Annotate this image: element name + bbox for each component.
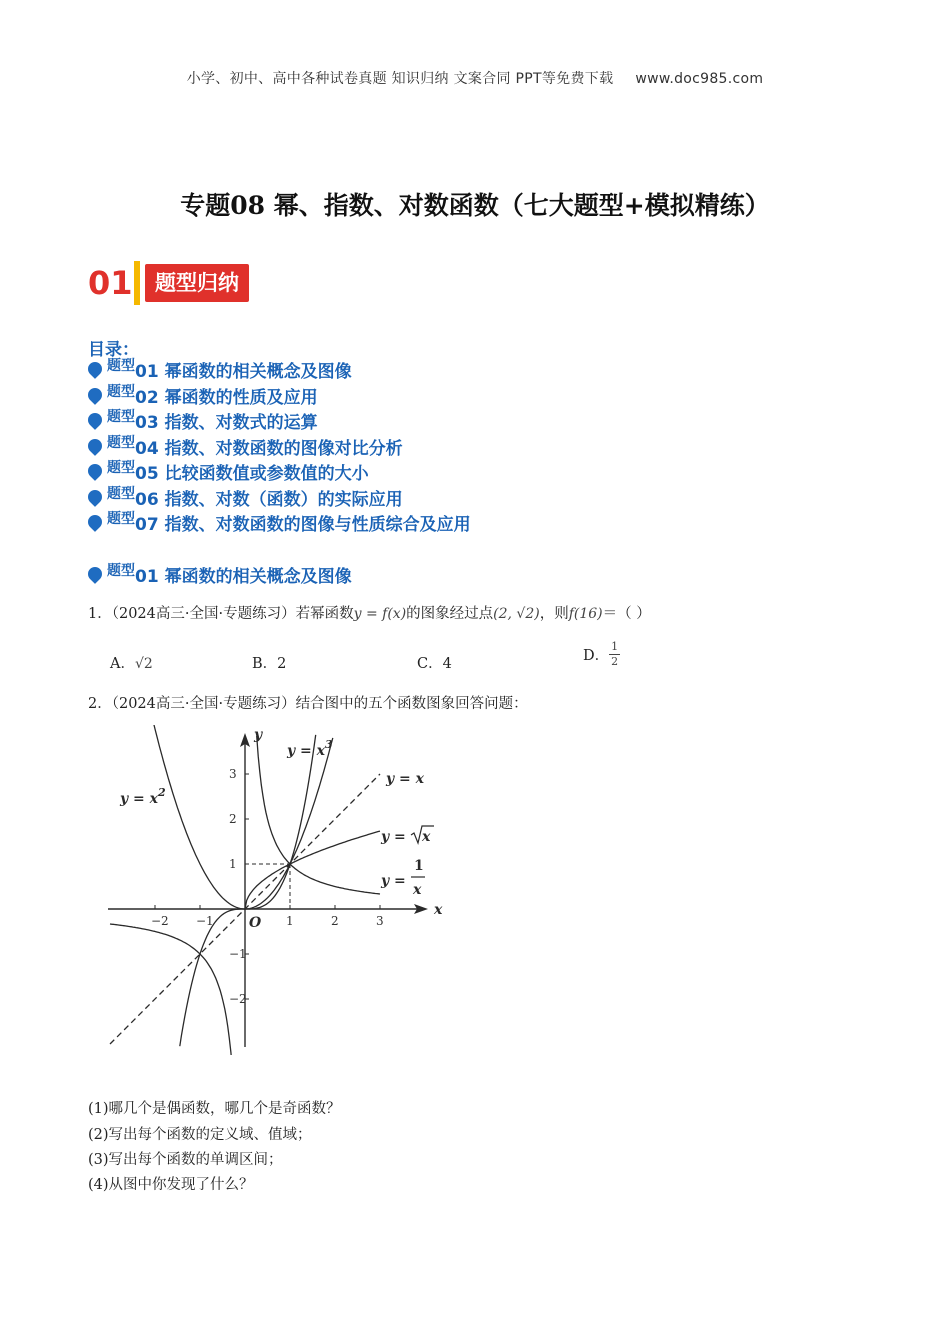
curve-sqrt [245,831,380,909]
option-label: C． [417,656,443,672]
function-graph [100,725,460,1055]
option-value: √2 [134,656,153,672]
toc-item[interactable] [88,357,471,383]
math-expression: y = f(x) [353,606,407,622]
location-pin-icon [85,564,105,584]
page-title: 专题08 幂、指数、对数函数（七大题型+模拟精练） [180,191,770,220]
label-exponent: 3 [324,738,333,751]
label-identity: y = x [386,771,424,787]
toc-item[interactable] [88,408,471,434]
curve-reciprocal-pos [257,736,380,894]
x-axis-label: x [434,902,443,918]
axes [108,733,428,1047]
page-header [0,68,950,88]
badge-number: 01 [88,264,133,302]
toc-text: 03 指数、对数式的运算 [135,413,318,433]
toc-tag: 题型 [107,485,135,502]
reciprocal-numerator: 1 [414,858,424,874]
y-tick-label: 1 [229,857,237,871]
option-value: 2 [277,656,287,672]
header-site[interactable]: www.doc985.com [635,71,764,87]
subquestion-3: (3)写出每个函数的单调区间； [88,1152,283,1168]
toc-text: 02 幂函数的性质及应用 [135,387,318,408]
badge-label: 题型归纳 [145,264,249,302]
location-pin-icon [85,436,105,456]
x-tick-label: −2 [151,914,169,928]
section-heading [88,562,352,588]
curve-reciprocal-neg [110,924,232,1055]
toc-item[interactable] [88,485,471,511]
section-badge [88,260,249,306]
question-text: ，则 [539,606,569,622]
option-value: 4 [442,656,452,672]
math-expression: (2, √2) [493,606,540,622]
curve-x-cubed [180,735,316,1046]
location-pin-icon [85,512,105,532]
label-reciprocal: y = [381,873,406,889]
question-number: 2． [88,696,112,712]
label-x-cubed: $y = x^3$ [287,738,333,759]
y-tick-label: −2 [229,992,247,1006]
section-text: 01 幂函数的相关概念及图像 [135,567,352,587]
question-2 [88,692,528,713]
sqrt-radicand: x [422,829,431,845]
toc-tag: 题型 [107,409,135,425]
toc-tag: 题型 [107,358,135,374]
question-number: 1． [88,606,112,622]
toc-tag: 题型 [107,383,135,400]
toc-item[interactable] [88,459,471,485]
origin-label: O [249,915,262,931]
reciprocal-denominator: x [413,882,422,898]
fraction-numerator: 1 [611,640,619,653]
option-d[interactable] [583,640,620,669]
question-text: ＝（ ） [602,606,651,622]
option-label: D． [583,648,610,664]
location-pin-icon [85,385,105,405]
math-expression: f(16) [568,606,603,622]
table-of-contents [88,335,471,536]
header-text: 小学、初中、高中各种试卷真题 知识归纳 文案合同 PPT等免费下载 [186,71,614,87]
location-pin-icon [85,487,105,507]
location-pin-icon [85,461,105,481]
option-c[interactable] [417,652,452,673]
location-pin-icon [85,359,105,379]
option-label: A． [110,656,135,672]
fraction-denominator: 2 [611,655,619,668]
question-source: （2024高三·全国·专题练习） [111,696,296,712]
question-text: 若幂函数 [295,606,354,622]
question-1 [88,602,651,623]
y-tick-label: 2 [229,812,237,826]
question-source: （2024高三·全国·专题练习） [111,606,296,622]
labels [119,727,443,1006]
toc-item[interactable] [88,434,471,460]
question-text: 结合图中的五个函数图象回答问题： [295,696,528,712]
toc-tag: 题型 [107,460,135,476]
option-label: B． [252,656,278,672]
label-x-squared: $y = x^2$ [120,786,166,807]
fraction [609,640,620,669]
location-pin-icon [85,410,105,430]
toc-text: 06 指数、对数（函数）的实际应用 [135,489,403,510]
label-sqrt: y = [381,829,406,845]
label-exponent: 2 [157,786,166,799]
toc-text: 07 指数、对数函数的图像与性质综合及应用 [135,515,471,535]
subquestion-4: (4)从图中你发现了什么？ [88,1177,254,1193]
subquestion-1: (1)哪几个是偶函数，哪几个是奇函数？ [88,1101,341,1117]
toc-item[interactable] [88,383,471,409]
option-a[interactable] [110,652,153,673]
toc-text: 01 幂函数的相关概念及图像 [135,362,352,382]
badge-divider [134,261,140,305]
x-tick-label: 2 [331,914,339,928]
question-text: 的图象经过点 [406,606,494,622]
x-tick-label: 3 [376,914,384,928]
option-b[interactable] [252,652,286,673]
toc-title: 目录： [88,340,139,360]
toc-tag: 题型 [107,511,135,527]
toc-text: 05 比较函数值或参数值的大小 [135,464,369,484]
toc-item[interactable] [88,510,471,536]
toc-text: 04 指数、对数函数的图像对比分析 [135,438,403,459]
x-tick-label: 1 [286,914,294,928]
y-axis-label: y [254,727,263,743]
section-tag: 题型 [107,563,135,579]
y-tick-label: 3 [229,767,237,781]
x-tick-label: −1 [196,914,214,928]
toc-tag: 题型 [107,434,135,451]
subquestion-2: (2)写出每个函数的定义域、值域； [88,1127,312,1143]
y-tick-label: −1 [229,947,247,961]
